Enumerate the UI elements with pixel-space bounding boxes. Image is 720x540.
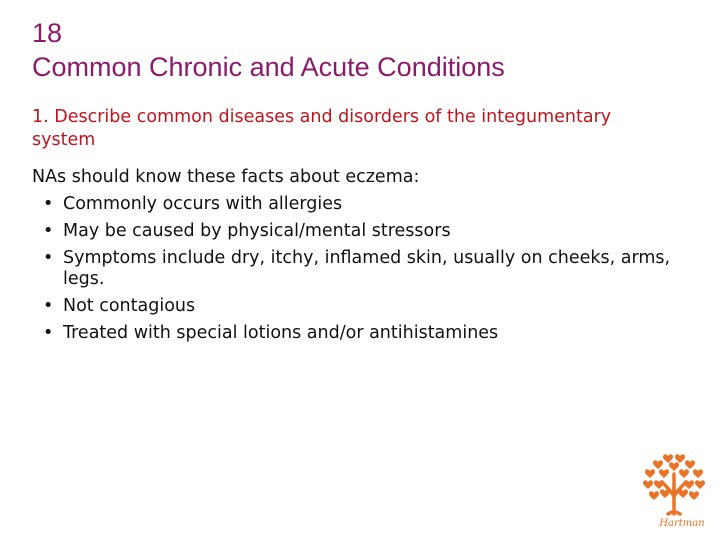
- learning-objective: [32, 106, 702, 152]
- bullet-text: Treated with special lotions and/or antihistamines: [63, 323, 499, 343]
- chapter-title: Common Chronic and Acute Conditions: [32, 52, 505, 82]
- list-item: [32, 320, 672, 347]
- bullet-dot: •: [43, 248, 54, 268]
- bullet-text: May be caused by physical/mental stressors: [63, 221, 451, 241]
- bullet-text: Not contagious: [63, 296, 196, 316]
- bullet-dot: •: [43, 221, 54, 241]
- slide-title: [32, 16, 692, 84]
- list-item: [32, 293, 672, 320]
- intro-text: NAs should know these facts about eczema:: [32, 167, 420, 187]
- content-body: [32, 164, 672, 347]
- bullet-list: [32, 191, 672, 347]
- bullet-dot: •: [43, 194, 54, 214]
- list-item: [32, 245, 672, 293]
- chapter-number: 18: [32, 18, 63, 48]
- objective-line-1: 1. Describe common diseases and disorders of the integumentary: [32, 107, 612, 127]
- list-item: [32, 191, 672, 218]
- bullet-dot: •: [43, 296, 54, 316]
- bullet-dot: •: [43, 323, 54, 343]
- logo-wordmark: Hartman: [659, 518, 705, 529]
- objective-line-2: system: [32, 130, 96, 150]
- bullet-text: Commonly occurs with allergies: [63, 194, 343, 214]
- bullet-text: Symptoms include dry, itchy, inflamed skin, usually on cheeks, arms, legs.: [63, 248, 671, 289]
- list-item: [32, 218, 672, 245]
